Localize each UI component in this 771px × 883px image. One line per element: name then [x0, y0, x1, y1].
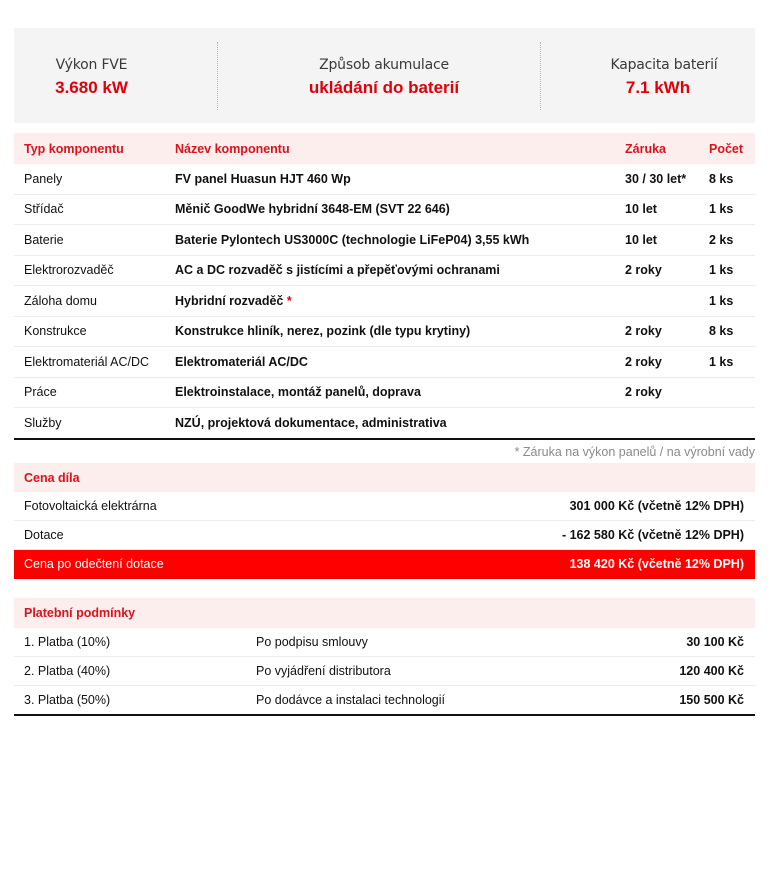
cell-warranty: 30 / 30 let*: [615, 164, 699, 194]
section-header: [14, 463, 755, 492]
cell-name: NZÚ, projektová dokumentace, administrativa: [165, 408, 615, 439]
price-label: Dotace: [14, 521, 384, 550]
price-title: Cena díla: [14, 463, 755, 492]
summary-power: [14, 28, 169, 123]
cell-name: Konstrukce hliník, nerez, pozink (dle typu krytiny): [165, 316, 615, 347]
cell-name-text: Hybridní rozvaděč: [175, 293, 284, 308]
price-total-row: [14, 550, 755, 579]
payment-label: 1. Platba (10%): [14, 628, 246, 657]
payment-amount: 30 100 Kč: [546, 628, 755, 657]
table-row: [14, 316, 755, 347]
cell-type: Práce: [14, 377, 165, 408]
header-type: Typ komponentu: [14, 133, 165, 164]
payments-table: [14, 598, 755, 716]
cell-type: Konstrukce: [14, 316, 165, 347]
table-row: [14, 194, 755, 225]
divider: [217, 42, 218, 110]
header-warranty: Záruka: [615, 133, 699, 164]
table-row: [14, 164, 755, 194]
cell-warranty: 10 let: [615, 225, 699, 256]
cell-type: Elektrorozvaděč: [14, 255, 165, 286]
cell-warranty: 2 roky: [615, 377, 699, 408]
table-header: [14, 133, 755, 164]
storage-value: ukládání do baterií: [308, 78, 460, 97]
cell-name: FV panel Huasun HJT 460 Wp: [165, 164, 615, 194]
cell-type: Střídač: [14, 194, 165, 225]
total-label: Cena po odečtení dotace: [14, 550, 384, 579]
components-table: [14, 133, 755, 440]
divider: [540, 42, 541, 110]
table-row: [14, 255, 755, 286]
price-table: [14, 463, 755, 579]
capacity-label: Kapacita baterií: [610, 57, 718, 73]
cell-count: [699, 408, 755, 439]
price-amount: - 162 580 Kč (včetně 12% DPH): [384, 521, 755, 550]
price-row: [14, 492, 755, 521]
table-row: [14, 347, 755, 378]
payment-label: 3. Platba (50%): [14, 686, 246, 716]
total-amount: 138 420 Kč (včetně 12% DPH): [384, 550, 755, 579]
payment-condition: Po podpisu smlouvy: [246, 628, 546, 657]
cell-warranty: [615, 408, 699, 439]
cell-count: 8 ks: [699, 164, 755, 194]
payment-row: [14, 628, 755, 657]
payment-amount: 120 400 Kč: [546, 657, 755, 686]
cell-count: [699, 377, 755, 408]
cell-type: Panely: [14, 164, 165, 194]
payment-row: [14, 657, 755, 686]
cell-name: Elektroinstalace, montáž panelů, doprava: [165, 377, 615, 408]
cell-count: 1 ks: [699, 194, 755, 225]
cell-count: 1 ks: [699, 286, 755, 317]
storage-label: Způsob akumulace: [319, 57, 449, 73]
cell-warranty: 2 roky: [615, 347, 699, 378]
payment-condition: Po dodávce a instalaci technologií: [246, 686, 546, 716]
cell-warranty: 10 let: [615, 194, 699, 225]
summary-storage: [234, 28, 534, 123]
cell-count: 2 ks: [699, 225, 755, 256]
cell-type: Baterie: [14, 225, 165, 256]
header-count: Počet: [699, 133, 755, 164]
cell-name: Baterie Pylontech US3000C (technologie LiFeP04) 3,55 kWh: [165, 225, 615, 256]
price-label: Fotovoltaická elektrárna: [14, 492, 384, 521]
header-name: Název komponentu: [165, 133, 615, 164]
payment-condition: Po vyjádření distributora: [246, 657, 546, 686]
section-header: [14, 598, 755, 628]
cell-type: Elektromateriál AC/DC: [14, 347, 165, 378]
capacity-value: 7.1 kWh: [625, 78, 691, 97]
table-row: [14, 377, 755, 408]
payment-amount: 150 500 Kč: [546, 686, 755, 716]
payment-label: 2. Platba (40%): [14, 657, 246, 686]
power-value: 3.680 kW: [55, 78, 128, 97]
cell-warranty: 2 roky: [615, 316, 699, 347]
cell-count: 1 ks: [699, 347, 755, 378]
cell-name: Elektromateriál AC/DC: [165, 347, 615, 378]
cell-name: [165, 286, 615, 317]
price-amount: 301 000 Kč (včetně 12% DPH): [384, 492, 755, 521]
summary-panel: [14, 28, 755, 123]
table-row: [14, 225, 755, 256]
cell-name: Měnič GoodWe hybridní 3648-EM (SVT 22 646): [165, 194, 615, 225]
table-row: [14, 286, 755, 317]
table-row: [14, 408, 755, 439]
summary-capacity: [574, 28, 754, 123]
asterisk-mark: *: [286, 293, 292, 308]
cell-warranty: [615, 286, 699, 317]
cell-warranty: 2 roky: [615, 255, 699, 286]
price-row: [14, 521, 755, 550]
payment-row: [14, 686, 755, 716]
cell-type: Služby: [14, 408, 165, 439]
cell-name: AC a DC rozvaděč s jistícími a přepěťovými ochranami: [165, 255, 615, 286]
cell-count: 8 ks: [699, 316, 755, 347]
cell-type: Záloha domu: [14, 286, 165, 317]
power-label: Výkon FVE: [55, 57, 128, 73]
warranty-footnote: * Záruka na výkon panelů / na výrobní vady: [514, 445, 755, 459]
cell-count: 1 ks: [699, 255, 755, 286]
payments-title: Platební podmínky: [14, 598, 755, 628]
